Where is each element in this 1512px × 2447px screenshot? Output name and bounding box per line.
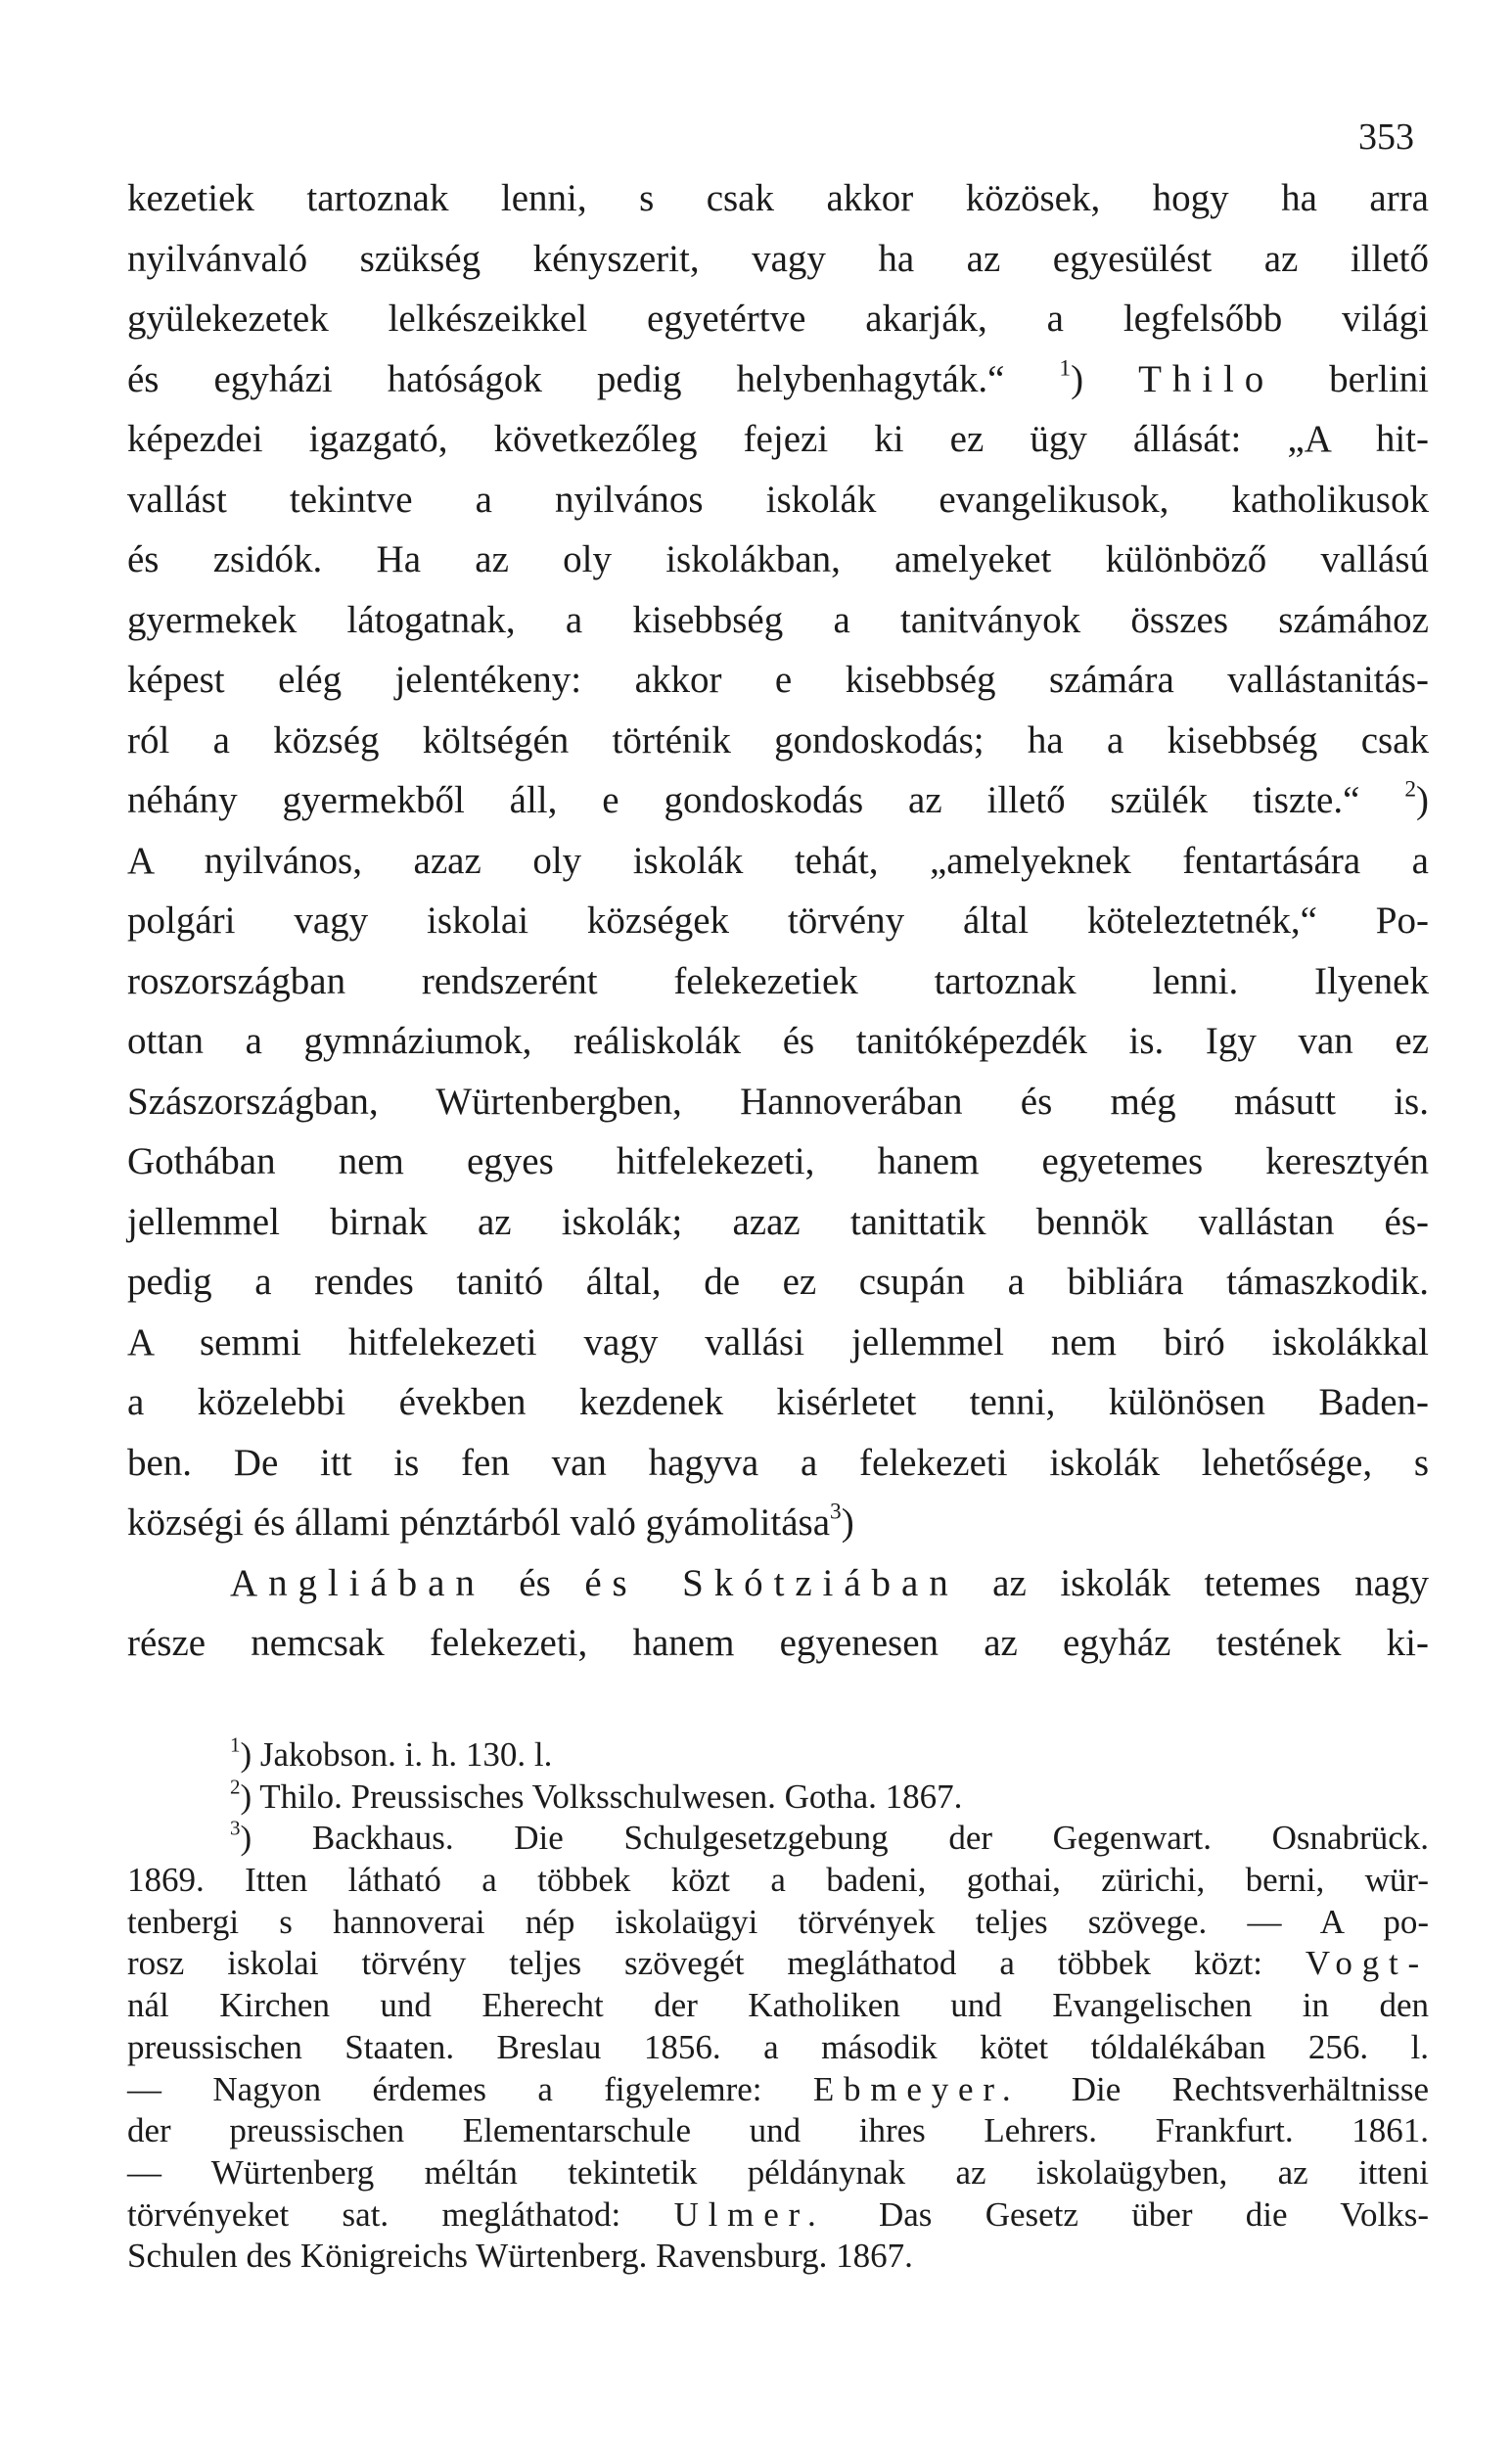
footnote-line: nál Kirchen und Eherecht der Katholiken und Evangelischen in den bbox=[127, 1986, 1429, 2025]
footnote-line: — Würtenberg méltán tekintetik példánynak az iskolaügyben, az itteni bbox=[127, 2152, 1429, 2192]
body-line-text: képezdei igazgató, következőleg fejezi ki ez ügy állását: bbox=[127, 418, 1242, 460]
body-line: községi és állami pénztárból való gyámolitása$^3$) bbox=[127, 1499, 854, 1544]
body-line: polgári vagy iskolai községek törvény által köteleztetnék,“ Po- bbox=[127, 900, 1429, 942]
footnote-text: Thilo. Preussisches Volksschulwesen. Gotha. 1867. bbox=[259, 1777, 963, 1816]
body-line: A nyilvános, azaz oly iskolák tehát, „amelyeknek fentartására a bbox=[127, 839, 1429, 882]
body-line: gyermekek látogatnak, a kisebbség a tanitványok összes számához bbox=[127, 598, 1429, 641]
body-line: jellemmel birnak az iskolák; azaz tanittatik bennök vallástan és- bbox=[127, 1200, 1429, 1243]
body-line: ben. De itt is fen van hagyva a felekezeti iskolák lehetősége, s bbox=[127, 1441, 1429, 1484]
footnote-text: Die Rechtsverhältnisse bbox=[1071, 2069, 1430, 2108]
place-skotzia: és Skótziában bbox=[584, 1561, 959, 1604]
body-line: Angliában és és Skótziában az iskolák tetemes nagy bbox=[230, 1561, 1429, 1604]
body-line-text: és egyházi hatóságok pedig helybenhagyták. bbox=[127, 357, 988, 400]
footnote-line bbox=[127, 2194, 1429, 2237]
place-anglia: Angliában bbox=[230, 1561, 485, 1604]
body-line-text: néhány gyermekből áll, e gondoskodás az illető szülék tiszte. bbox=[127, 779, 1344, 821]
footnote-text: Jakobson. i. h. 130. l. bbox=[259, 1735, 553, 1774]
footnote-text: rosz iskolai törvény teljes szövegét megláthatod a többek közt: bbox=[127, 1944, 1262, 1983]
footnote-1-marker: 1 bbox=[230, 1732, 241, 1757]
footnote-3: $^3$) Backhaus. Die Schulgesetzgebung der Gegenwart. Osnabrück. bbox=[230, 1816, 1429, 1858]
body-line: A semmi hitfelekezeti vagy vallási jellemmel nem biró iskolákkal bbox=[127, 1320, 1429, 1363]
footnote-1: $^1$) Jakobson. i. h. 130. l. bbox=[230, 1732, 553, 1774]
body-line: és zsidók. Ha az oly iskolákban, amelyeket különböző vallású bbox=[127, 538, 1429, 580]
body-line: a közelebbi években kezdenek kisérletet tenni, különösen Baden- bbox=[127, 1381, 1429, 1423]
body-line: Gothában nem egyes hitfelekezeti, hanem egyetemes keresztyén bbox=[127, 1140, 1429, 1182]
body-line: része nemcsak felekezeti, hanem egyenesen az egyház testének ki- bbox=[127, 1622, 1429, 1664]
body-line: ról a község költségén történik gondoskodás; ha a kisebbség csak bbox=[127, 718, 1429, 762]
quote-close: “ bbox=[1343, 779, 1360, 821]
body-line: nyilvánvaló szükség kényszerit, vagy ha az egyesülést az illető bbox=[127, 237, 1429, 280]
footnote-text: Backhaus. Die Schulgesetzgebung der Gegenwart. Osnabrück. bbox=[311, 1819, 1429, 1858]
quote-close: “ bbox=[987, 357, 1005, 400]
body-line: Szászországban, Würtenbergben, Hannoverában és még másutt is. bbox=[127, 1080, 1429, 1123]
author-ulmer: Ulmer. bbox=[673, 2194, 826, 2234]
body-line: képest elég jelentékeny: akkor e kisebbség számára vallástanitás- bbox=[127, 659, 1429, 701]
body-line: kezetiek tartoznak lenni, s csak akkor közösek, hogy ha arra bbox=[127, 177, 1429, 219]
footnote-line: der preussischen Elementarschule und ihres Lehrers. Frankfurt. 1861. bbox=[127, 2111, 1429, 2150]
quote-start: „A hit- bbox=[1287, 418, 1429, 460]
body-line-text: községi és állami pénztárból való gyámolitása bbox=[127, 1501, 831, 1544]
footnote-2-marker: 2 bbox=[230, 1775, 241, 1798]
footnote-text: — Nagyon érdemes a figyelemre: bbox=[127, 2069, 762, 2108]
footnote-ref-2: 2 bbox=[1404, 776, 1417, 803]
footnote-text: törvényeket sat. megláthatod: bbox=[127, 2194, 621, 2234]
footnote-line: 1869. Itten látható a többek közt a badeni, gothai, zürichi, berni, wür- bbox=[127, 1861, 1429, 1900]
author-ebmeyer: Ebmeyer. bbox=[812, 2069, 1021, 2108]
footnote-line: preussischen Staaten. Breslau 1856. a második kötet tóldalékában 256. l. bbox=[127, 2027, 1429, 2066]
body-line: néhány gyermekből áll, e gondoskodás az illető szülék tiszte.“ $^2$) bbox=[127, 776, 1430, 821]
footnote-line: Schulen des Königreichs Würtenberg. Ravensburg. 1867. bbox=[127, 2237, 913, 2276]
body-line-text: az iskolák tetemes nagy bbox=[992, 1561, 1429, 1604]
body-line bbox=[127, 409, 1429, 470]
footnote-line bbox=[127, 1943, 1429, 1985]
footnote-text: Das Gesetz über die Volks- bbox=[878, 2194, 1430, 2234]
footnote-2: $^2$) Thilo. Preussisches Volksschulwesen. Gotha. 1867. bbox=[230, 1775, 963, 1816]
footnote-line: tenbergi s hannoverai nép iskolaügyi törvények teljes szövege. — A po- bbox=[127, 1902, 1429, 1941]
body-line: pedig a rendes tanitó által, de ez csupán a bibliára támaszkodik. bbox=[127, 1261, 1429, 1303]
body-line: roszországban rendszerént felekezetiek tartoznak lenni. Ilyenek bbox=[127, 959, 1429, 1002]
body-line: és egyházi hatóságok pedig helybenhagyták.“ $^1$) Thilo berlini bbox=[127, 355, 1429, 400]
author-vogt: Vogt- bbox=[1305, 1944, 1430, 1983]
page-number: 353 bbox=[1358, 116, 1414, 158]
name-thilo: Thilo bbox=[1138, 357, 1275, 400]
footnote-ref-1: 1 bbox=[1059, 355, 1072, 382]
footnote-3-marker: 3 bbox=[230, 1816, 241, 1840]
body-line-text: berlini bbox=[1274, 357, 1429, 400]
body-line: gyülekezetek lelkészeikkel egyetértve akarják, a legfelsőbb világi bbox=[127, 298, 1429, 340]
body-text bbox=[127, 168, 1429, 1674]
body-line: ottan a gymnáziumok, reáliskolák és tanitóképezdék is. Igy van ez bbox=[127, 1020, 1429, 1062]
footnote-ref-3: 3 bbox=[830, 1499, 842, 1525]
body-line: vallást tekintve a nyilvános iskolák evangelikusok, katholikusok bbox=[127, 478, 1429, 521]
footnotes bbox=[127, 1734, 1429, 2278]
footnote-line bbox=[127, 2069, 1429, 2111]
